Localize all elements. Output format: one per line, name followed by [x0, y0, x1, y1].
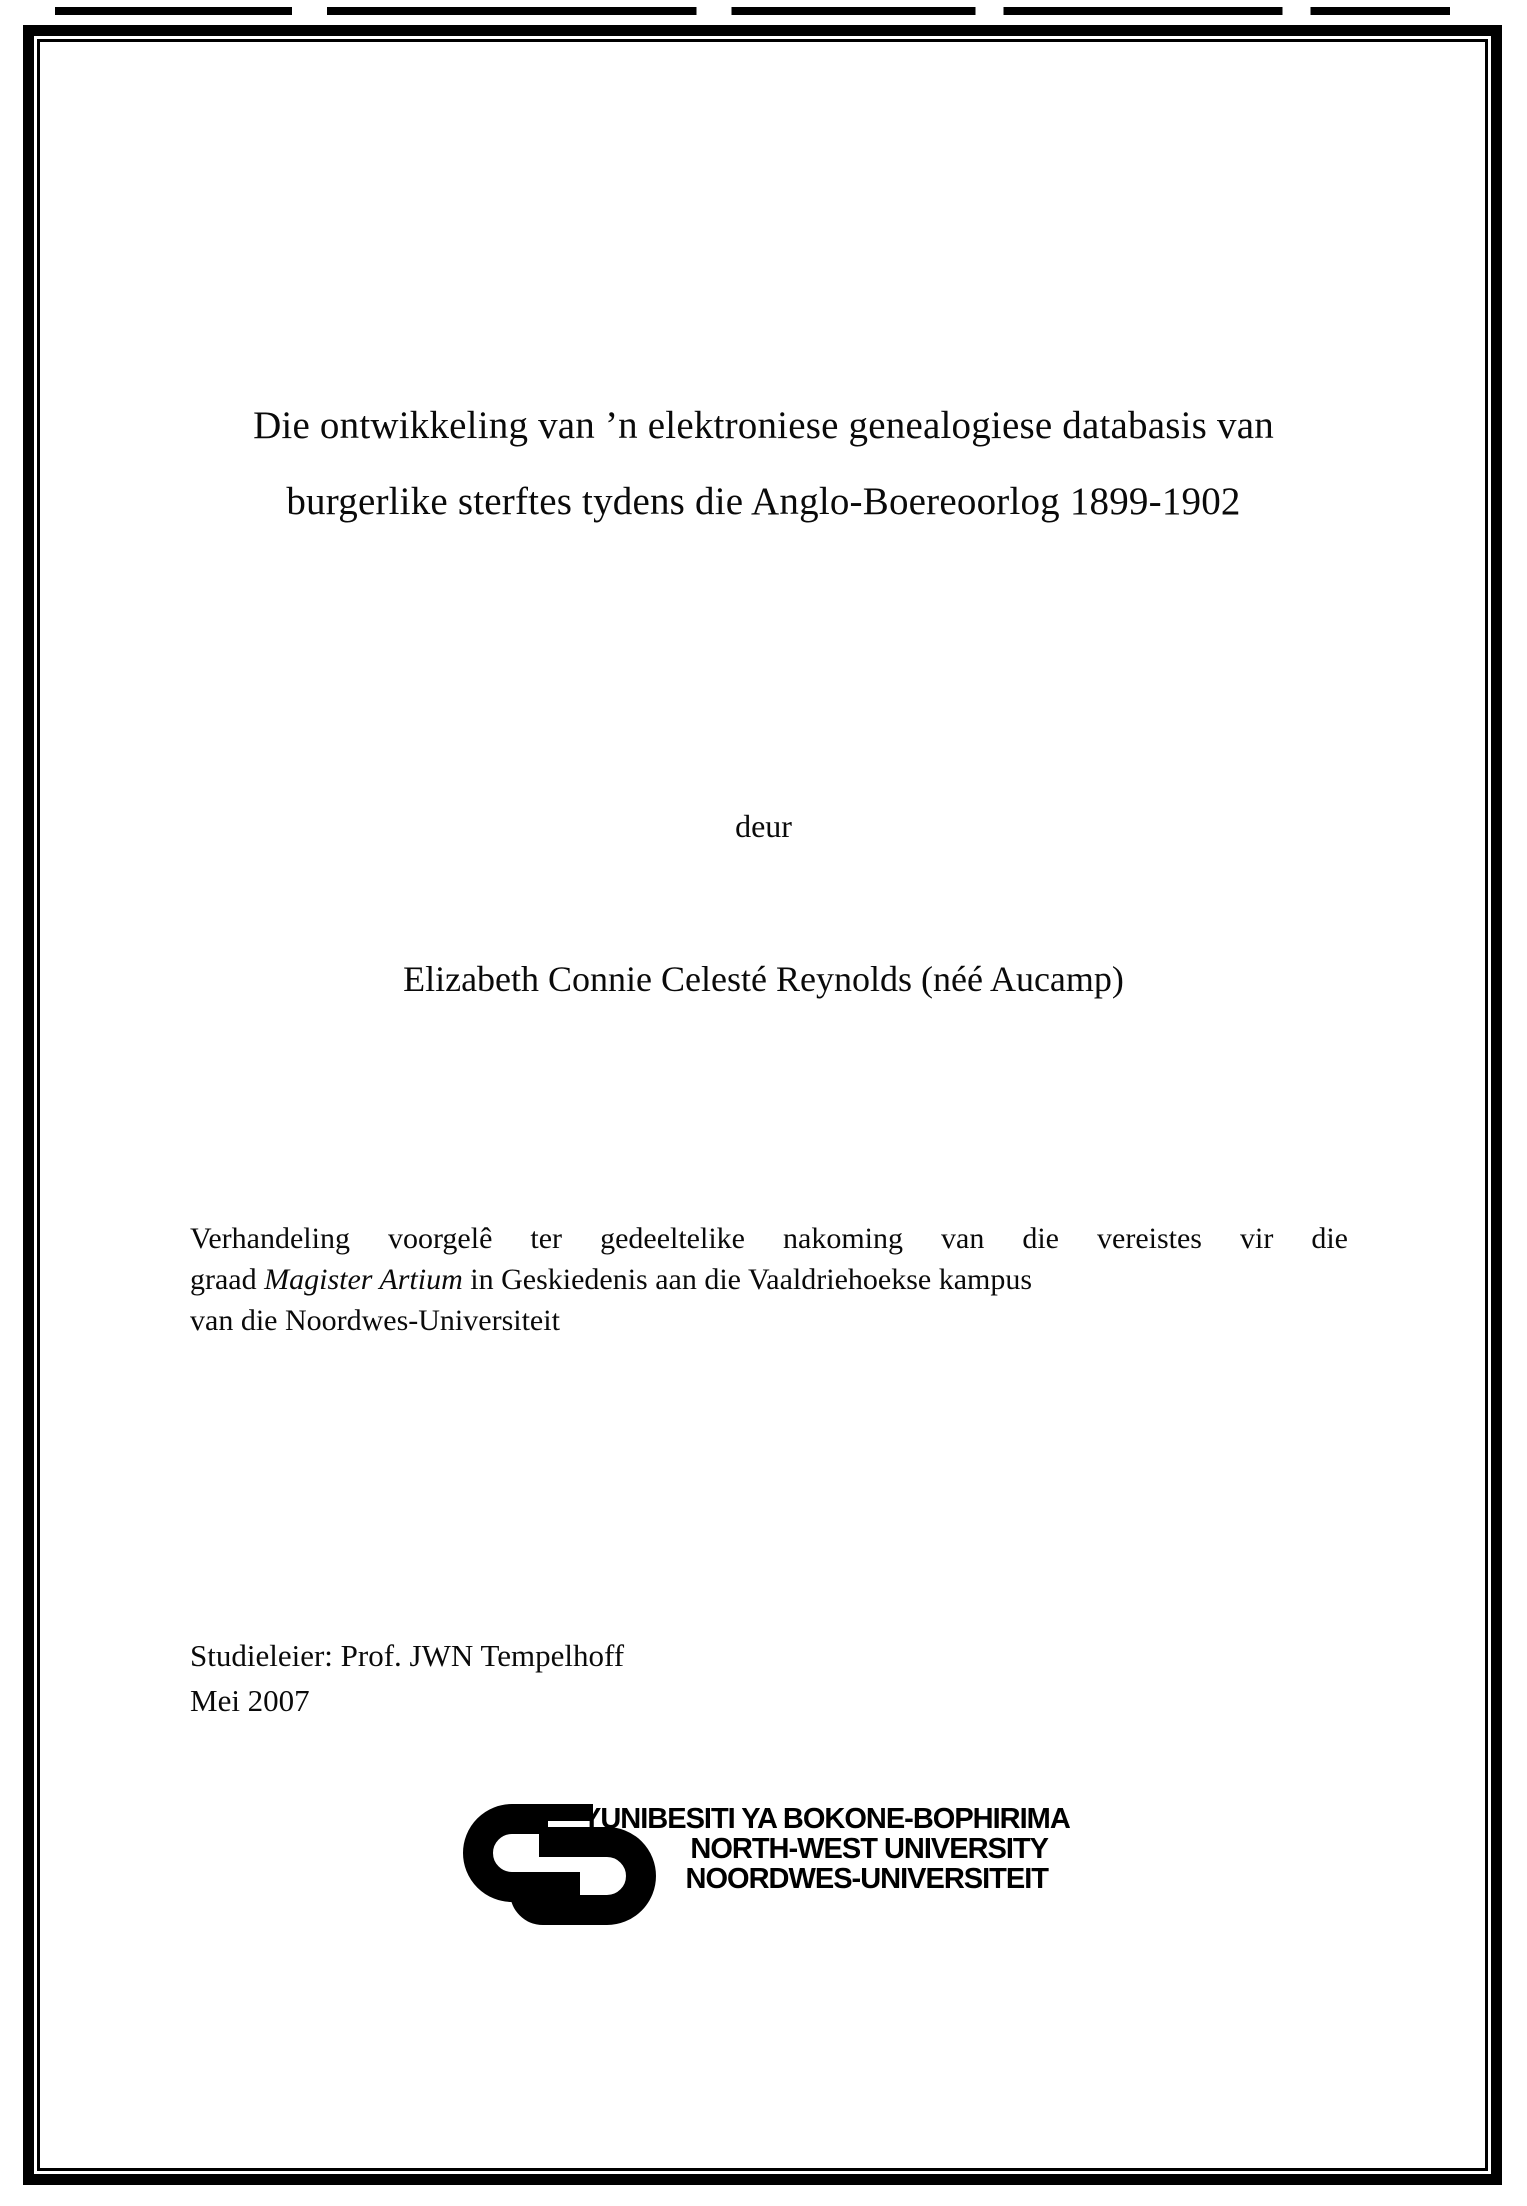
date-line: Mei 2007: [190, 1683, 310, 1718]
degree-statement-line1: Verhandeling voorgelê ter gedeeltelike nakoming van die vereistes vir die: [190, 1222, 1348, 1255]
degree-statement-line2: [190, 1259, 1348, 1300]
logo-line-english: NORTH-WEST UNIVERSITY: [690, 1833, 1048, 1865]
degree-name-italic: Magister Artium: [264, 1263, 463, 1296]
degree-statement: [190, 1218, 1348, 1341]
degree-statement-line2-suffix: in Geskiedenis aan die Vaaldriehoekse kampus: [462, 1263, 1033, 1296]
scan-artifact-top-edge: [55, 7, 1450, 15]
university-logo: [462, 1800, 1102, 1940]
supervisor-block: [190, 1633, 624, 1723]
thesis-title-line2: burgerlike sterftes tydens die Anglo-Boereoorlog 1899-1902: [286, 480, 1241, 523]
university-logo-text: [582, 1803, 1070, 1895]
logo-line-setswana: YUNIBESITI YA BOKONE-BOPHIRIMA: [582, 1803, 1070, 1835]
degree-statement-line3: van die Noordwes-Universiteit: [190, 1304, 560, 1337]
thesis-title-line1: Die ontwikkeling van ’n elektroniese genealogiese databasis van: [253, 404, 1274, 447]
degree-statement-line2-prefix: graad: [190, 1263, 265, 1296]
author-name: Elizabeth Connie Celesté Reynolds (néé Aucamp): [403, 959, 1124, 999]
logo-line-afrikaans: NOORDWES-UNIVERSITEIT: [685, 1863, 1048, 1895]
supervisor-line: Studieleier: Prof. JWN Tempelhoff: [190, 1638, 625, 1673]
byline-deur: deur: [735, 808, 792, 844]
thesis-title: [100, 388, 1427, 540]
